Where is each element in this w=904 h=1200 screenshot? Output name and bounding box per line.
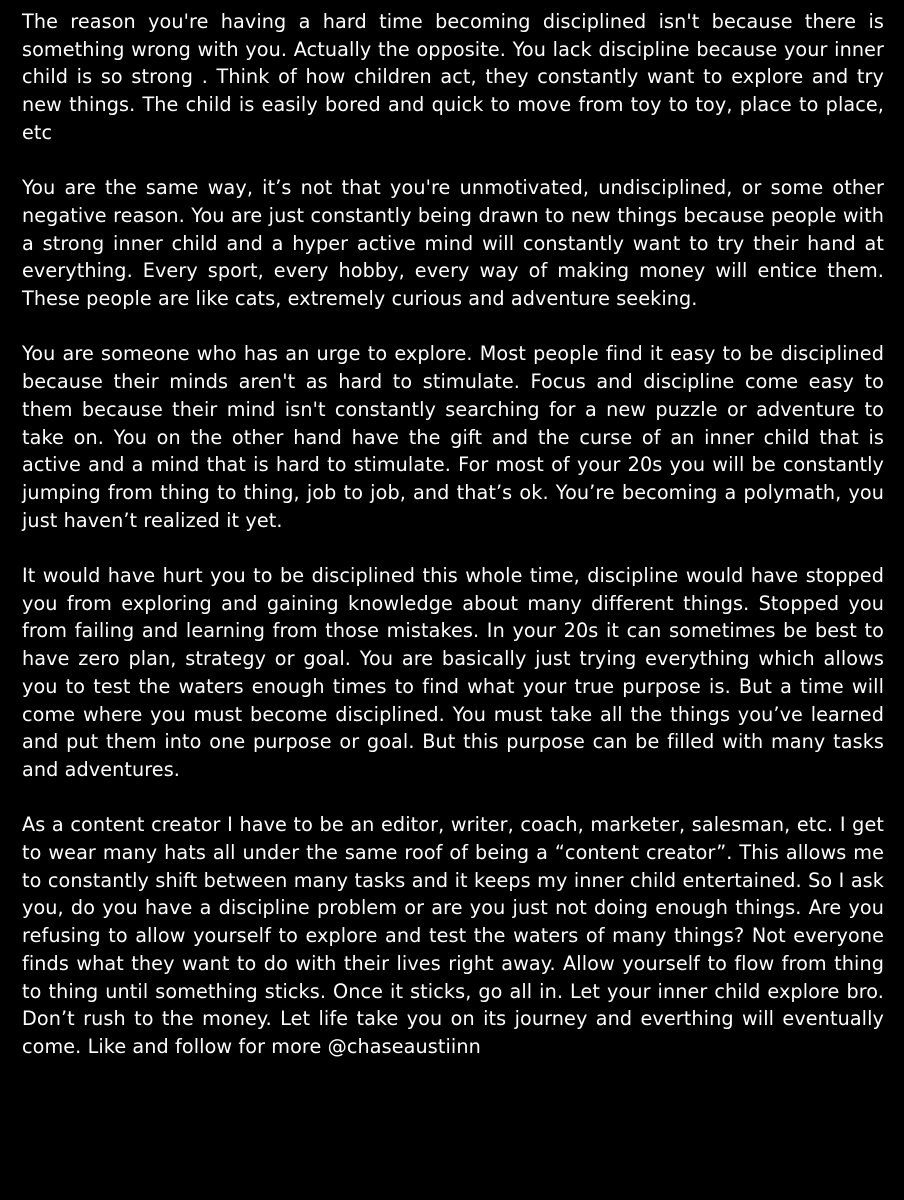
- paragraph-2: You are the same way, it’s not that you're unmotivated, undisciplined, or some other negative reason. You are just constantly being drawn to new things because people with a strong inner child and a hyper active mind will constantly want to try their hand at everything. Every sport, every hobby, every way of making money will entice them. These people are like cats, extremely curious and adventure seeking.: [22, 176, 884, 311]
- paragraph-4: It would have hurt you to be disciplined this whole time, discipline would have stopped you from exploring and gaining knowledge about many different things. Stopped you from failing and learning from those mistakes. In your 20s it can sometimes be best to have zero plan, strategy or goal. You are basically just trying everything which allows you to test the waters enough times to find what your true purpose is. But a time will come where you must become disciplined. You must take all the things you’ve learned and put them into one purpose or goal. But this purpose can be filled with many tasks and adventures.: [22, 564, 884, 781]
- paragraph-1: The reason you're having a hard time becoming disciplined isn't because there is something wrong with you. Actually the opposite. You lack discipline because your inner child is so strong . Think of how children act, they constantly want to explore and try new things. The child is easily bored and quick to move from toy to toy, place to place, etc: [22, 10, 884, 144]
- text-document: [22, 8, 884, 1088]
- paragraph-3: You are someone who has an urge to explore. Most people find it easy to be disciplined because their minds aren't as hard to stimulate. Focus and discipline come easy to them because their mind isn't constantly searching for a new puzzle or adventure to take on. You on the other hand have the gift and the curse of an inner child that is active and a mind that is hard to stimulate. For most of your 20s you will be constantly jumping from thing to thing, job to job, and that’s ok. You’re becoming a polymath, you just haven’t realized it yet.: [22, 342, 884, 532]
- paragraph-5: As a content creator I have to be an editor, writer, coach, marketer, salesman, etc. I get to wear many hats all under the same roof of being a “content creator”. This allows me to constantly shift between many tasks and it keeps my inner child entertained. So I ask you, do you have a discipline problem or are you just not doing enough things. Are you refusing to allow yourself to explore and test the waters of many things? Not everyone finds what they want to do with their lives right away. Allow yourself to flow from thing to thing until something sticks. Once it sticks, go all in. Let your inner child explore bro. Don’t rush to the money. Let life take you on its journey and everthing will eventually come. Like and follow for more @chaseaustiinn: [22, 813, 884, 1058]
